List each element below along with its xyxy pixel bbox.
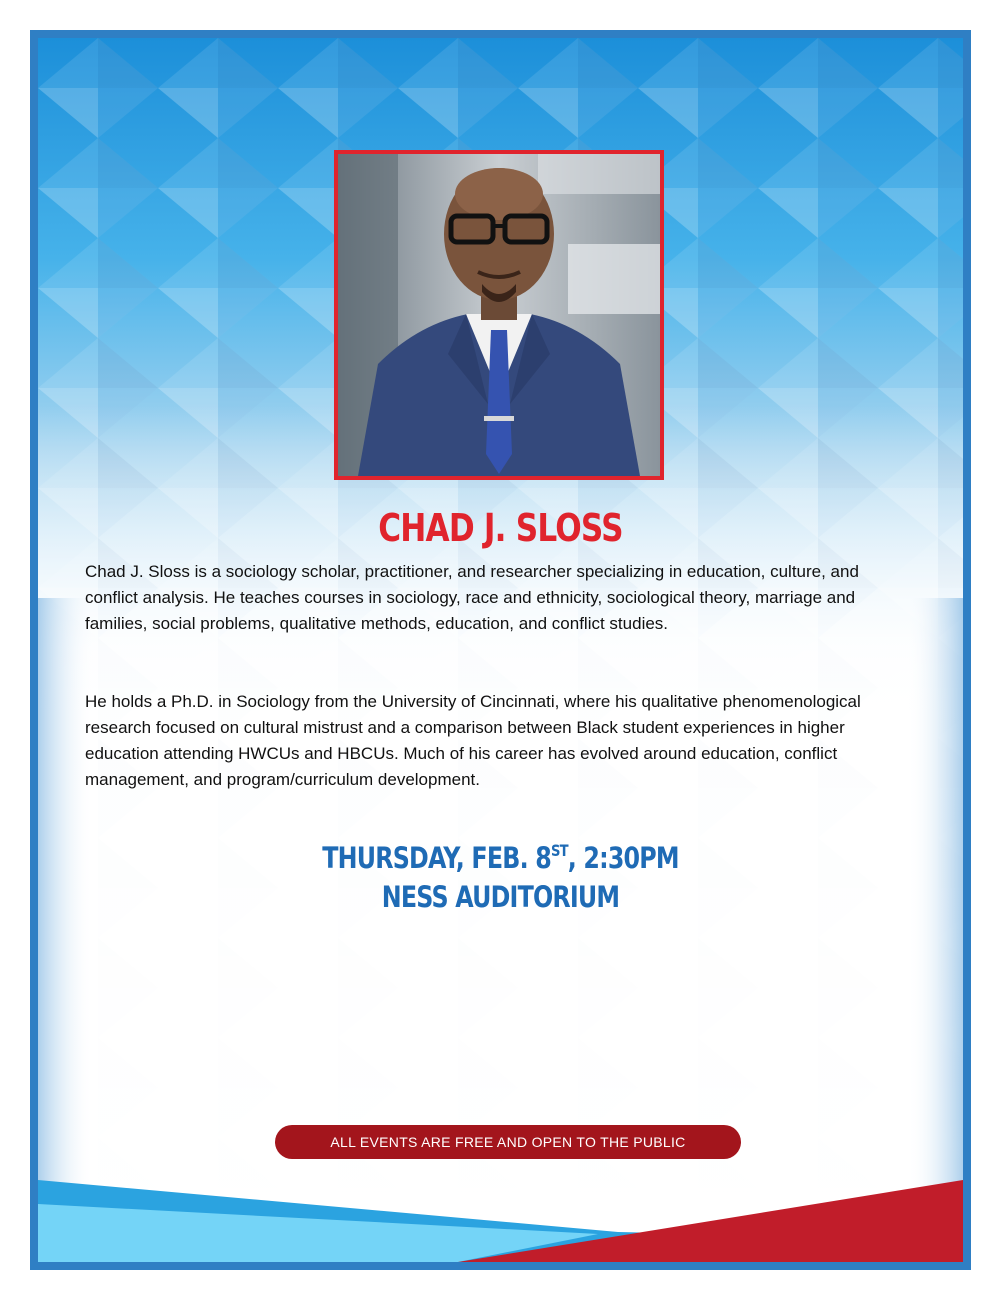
event-date-suffix: ST <box>550 841 568 860</box>
speaker-portrait-illustration <box>338 154 660 476</box>
footer-decorative-shapes <box>38 1162 963 1262</box>
event-date-time <box>121 841 880 875</box>
event-venue: NESS AUDITORIUM <box>381 880 620 914</box>
event-date-prefix: THURSDAY, FEB. 8 <box>322 841 551 875</box>
bio-paragraph-1: Chad J. Sloss is a sociology scholar, practitioner, and researcher specializing in education, culture, and conflict analysis. He teaches courses in sociology, race and ethnicity, sociological theory, marriage and families, social problems, qualitative methods, education, and conflict studies. <box>85 562 859 633</box>
bio-paragraph-2: He holds a Ph.D. in Sociology from the University of Cincinnati, where his qualitative phenomenological research focused on cultural mistrust and a comparison between Black student experiences in higher education attending HWCUs and HBCUs. Much of his career has evolved around education, conflict management, and program/curriculum development. <box>85 692 861 789</box>
event-time: , 2:30PM <box>567 841 679 875</box>
speaker-photo <box>334 150 664 480</box>
speaker-name: CHAD J. SLOSS <box>378 506 623 550</box>
free-admission-badge: ALL EVENTS ARE FREE AND OPEN TO THE PUBLIC <box>275 1125 741 1159</box>
flyer-frame <box>30 30 971 1270</box>
